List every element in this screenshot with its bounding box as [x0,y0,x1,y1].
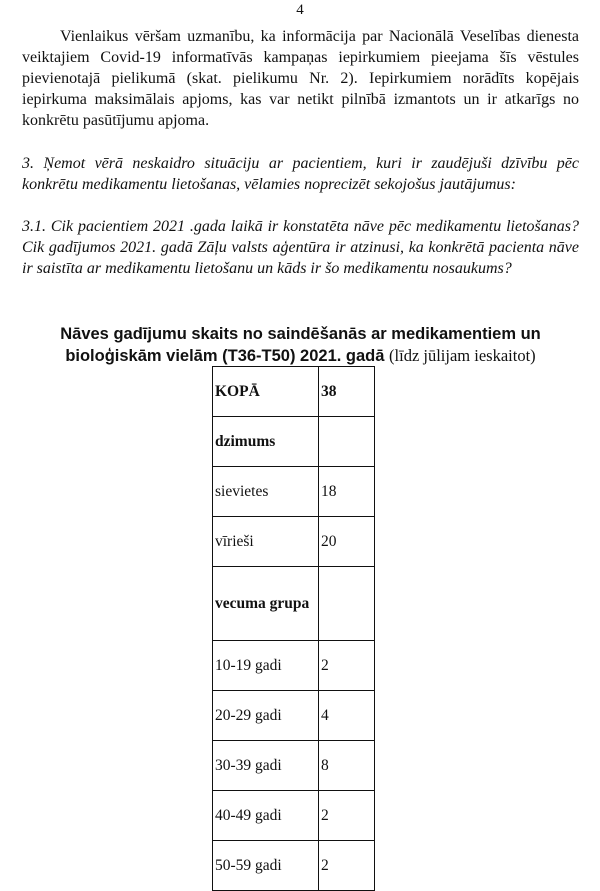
row-value: 8 [319,741,375,791]
row-label: dzimums [213,417,319,467]
row-value: 18 [319,467,375,517]
row-value: 2 [319,791,375,841]
table-title-note: (līdz jūlijam ieskaitot) [389,346,536,365]
table-row [213,791,375,841]
table-row-total [213,367,375,417]
paragraph-question-3: 3. Ņemot vērā neskaidro situāciju ar pacientiem, kuri ir zaudējuši dzīvību pēc konkrētu medikamentu lietošanas, vēlamies noprecizēt sekojošus jautājumus: [22,155,579,193]
paragraph-question-3-1: 3.1. Cik pacientiem 2021 .gada laikā ir konstatēta nāve pēc medikamentu lietošanas? Cik gadījumos 2021. gadā Zāļu valsts aģentūra ir atzinusi, ka konkrētā pacienta nāve ir saistīta ar medikamentu lietošanu un kāds ir šo medikamentu nosaukums? [22,218,579,277]
row-value: 2 [319,641,375,691]
deaths-table [212,366,375,891]
row-label: KOPĀ [213,367,319,417]
table-row [213,741,375,791]
row-value: 2 [319,841,375,891]
row-label: 10-19 gadi [213,641,319,691]
table-title-text: Nāves gadījumu skaits no saindēšanās ar medikamentiem un bioloģiskām vielām (T36-T50) 2021. gadā [60,325,541,365]
page-number: 4 [296,2,304,18]
row-label: 20-29 gadi [213,691,319,741]
row-value: 20 [319,517,375,567]
table-row [213,467,375,517]
row-value: 38 [319,367,375,417]
row-label: 40-49 gadi [213,791,319,841]
table-row [213,841,375,891]
table-row-gender-header [213,417,375,467]
table-title [22,324,579,367]
table-row-age-header [213,567,375,641]
row-label: 30-39 gadi [213,741,319,791]
row-label: sievietes [213,467,319,517]
row-label: vecuma grupa [213,567,319,641]
table-row [213,691,375,741]
row-value [319,567,375,641]
row-value [319,417,375,467]
table-row [213,517,375,567]
row-label: vīrieši [213,517,319,567]
row-value: 4 [319,691,375,741]
row-label: 50-59 gadi [213,841,319,891]
paragraph-procurement-info: Vienlaikus vēršam uzmanību, ka informācija par Nacionālā Veselības dienesta veiktajiem Covid-19 informatīvās kampaņas iepirkumiem pieejama šīs vēstules pievienotajā pielikumā (skat. pielikumu Nr. 2). Iepirkumiem norādīts kopējais iepirkuma maksimālais apjoms, kas var netikt pilnībā izmantots un ir atkarīgs no konkrētu pasūtījumu apjoma. [22,28,579,129]
table-row [213,641,375,691]
